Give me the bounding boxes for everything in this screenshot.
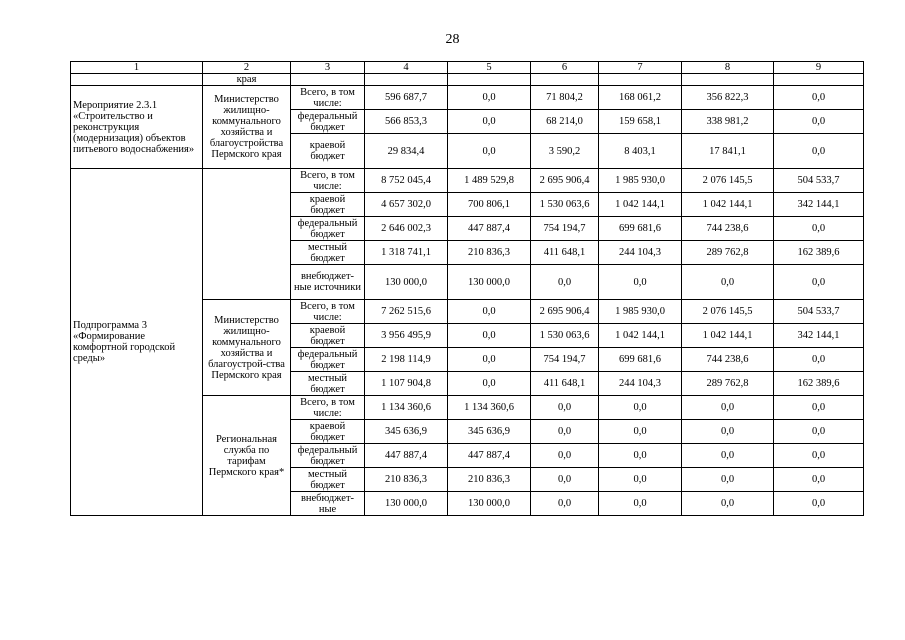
amount-cell: 4 657 302,0 bbox=[365, 193, 448, 217]
amount-cell: 168 061,2 bbox=[599, 86, 682, 110]
amount-cell: 0,0 bbox=[774, 420, 864, 444]
amount-cell: 244 104,3 bbox=[599, 241, 682, 265]
amount-cell: 0,0 bbox=[774, 348, 864, 372]
column-header: 3 bbox=[291, 62, 365, 74]
amount-cell: 1 042 144,1 bbox=[599, 193, 682, 217]
amount-cell: 0,0 bbox=[682, 420, 774, 444]
amount-cell: 162 389,6 bbox=[774, 372, 864, 396]
amount-cell: 447 887,4 bbox=[448, 444, 531, 468]
amount-cell: 0,0 bbox=[448, 300, 531, 324]
amount-cell: 345 636,9 bbox=[448, 420, 531, 444]
amount-cell: 0,0 bbox=[774, 134, 864, 169]
amount-cell: 0,0 bbox=[682, 468, 774, 492]
amount-cell: 0,0 bbox=[682, 265, 774, 300]
empty-cell bbox=[531, 74, 599, 86]
amount-cell: 0,0 bbox=[448, 110, 531, 134]
responsible-executor bbox=[203, 169, 291, 300]
table-row bbox=[71, 169, 864, 193]
funding-source: внебюджет-ные bbox=[291, 492, 365, 516]
amount-cell: 411 648,1 bbox=[531, 372, 599, 396]
amount-cell: 1 985 930,0 bbox=[599, 169, 682, 193]
amount-cell: 0,0 bbox=[599, 444, 682, 468]
amount-cell: 2 076 145,5 bbox=[682, 300, 774, 324]
amount-cell: 289 762,8 bbox=[682, 241, 774, 265]
amount-cell: 7 262 515,6 bbox=[365, 300, 448, 324]
amount-cell: 210 836,3 bbox=[365, 468, 448, 492]
amount-cell: 1 530 063,6 bbox=[531, 193, 599, 217]
amount-cell: 342 144,1 bbox=[774, 193, 864, 217]
amount-cell: 356 822,3 bbox=[682, 86, 774, 110]
amount-cell: 130 000,0 bbox=[448, 265, 531, 300]
funding-source: федеральный бюджет bbox=[291, 110, 365, 134]
column-header: 7 bbox=[599, 62, 682, 74]
amount-cell: 68 214,0 bbox=[531, 110, 599, 134]
amount-cell: 0,0 bbox=[599, 420, 682, 444]
amount-cell: 2 695 906,4 bbox=[531, 300, 599, 324]
responsible-executor: Министерство жилищно-коммунального хозяйства и благоустройства Пермского края bbox=[203, 86, 291, 169]
amount-cell: 1 134 360,6 bbox=[448, 396, 531, 420]
empty-cell bbox=[291, 74, 365, 86]
header-row bbox=[71, 62, 864, 74]
carry-over-row bbox=[71, 74, 864, 86]
amount-cell: 744 238,6 bbox=[682, 217, 774, 241]
funding-source: краевой бюджет bbox=[291, 420, 365, 444]
amount-cell: 0,0 bbox=[774, 468, 864, 492]
amount-cell: 130 000,0 bbox=[365, 492, 448, 516]
amount-cell: 504 533,7 bbox=[774, 169, 864, 193]
amount-cell: 0,0 bbox=[774, 217, 864, 241]
amount-cell: 3 590,2 bbox=[531, 134, 599, 169]
column-header: 8 bbox=[682, 62, 774, 74]
column-header: 5 bbox=[448, 62, 531, 74]
amount-cell: 0,0 bbox=[774, 492, 864, 516]
amount-cell: 0,0 bbox=[599, 265, 682, 300]
amount-cell: 162 389,6 bbox=[774, 241, 864, 265]
funding-source: федеральный бюджет bbox=[291, 348, 365, 372]
funding-source: краевой бюджет bbox=[291, 324, 365, 348]
amount-cell: 0,0 bbox=[774, 396, 864, 420]
amount-cell: 2 076 145,5 bbox=[682, 169, 774, 193]
column-header: 4 bbox=[365, 62, 448, 74]
amount-cell: 0,0 bbox=[448, 86, 531, 110]
amount-cell: 8 403,1 bbox=[599, 134, 682, 169]
amount-cell: 0,0 bbox=[774, 444, 864, 468]
amount-cell: 1 042 144,1 bbox=[682, 193, 774, 217]
column-header: 1 bbox=[71, 62, 203, 74]
amount-cell: 744 238,6 bbox=[682, 348, 774, 372]
amount-cell: 0,0 bbox=[774, 110, 864, 134]
amount-cell: 159 658,1 bbox=[599, 110, 682, 134]
amount-cell: 0,0 bbox=[531, 265, 599, 300]
amount-cell: 2 198 114,9 bbox=[365, 348, 448, 372]
amount-cell: 342 144,1 bbox=[774, 324, 864, 348]
amount-cell: 0,0 bbox=[531, 468, 599, 492]
amount-cell: 0,0 bbox=[599, 396, 682, 420]
amount-cell: 1 134 360,6 bbox=[365, 396, 448, 420]
amount-cell: 130 000,0 bbox=[448, 492, 531, 516]
funding-source: внебюджет-ные источники bbox=[291, 265, 365, 300]
amount-cell: 504 533,7 bbox=[774, 300, 864, 324]
amount-cell: 0,0 bbox=[448, 348, 531, 372]
amount-cell: 447 887,4 bbox=[448, 217, 531, 241]
empty-cell bbox=[774, 74, 864, 86]
amount-cell: 3 956 495,9 bbox=[365, 324, 448, 348]
budget-table bbox=[70, 61, 864, 516]
empty-cell bbox=[599, 74, 682, 86]
amount-cell: 699 681,6 bbox=[599, 348, 682, 372]
empty-cell bbox=[448, 74, 531, 86]
carry-over-text: края bbox=[203, 74, 291, 86]
amount-cell: 0,0 bbox=[682, 492, 774, 516]
table-row bbox=[71, 86, 864, 110]
funding-source: федеральный бюджет bbox=[291, 217, 365, 241]
amount-cell: 596 687,7 bbox=[365, 86, 448, 110]
responsible-executor: Региональная служба по тарифам Пермского края* bbox=[203, 396, 291, 516]
amount-cell: 0,0 bbox=[531, 492, 599, 516]
funding-source: местный бюджет bbox=[291, 468, 365, 492]
amount-cell: 29 834,4 bbox=[365, 134, 448, 169]
empty-cell bbox=[71, 74, 203, 86]
amount-cell: 1 042 144,1 bbox=[682, 324, 774, 348]
amount-cell: 699 681,6 bbox=[599, 217, 682, 241]
responsible-executor: Министерство жилищно-коммунального хозяйства и благоустрой-ства Пермского края bbox=[203, 300, 291, 396]
amount-cell: 754 194,7 bbox=[531, 348, 599, 372]
column-header: 6 bbox=[531, 62, 599, 74]
amount-cell: 0,0 bbox=[774, 86, 864, 110]
amount-cell: 1 985 930,0 bbox=[599, 300, 682, 324]
amount-cell: 566 853,3 bbox=[365, 110, 448, 134]
amount-cell: 1 042 144,1 bbox=[599, 324, 682, 348]
funding-source: местный бюджет bbox=[291, 372, 365, 396]
amount-cell: 0,0 bbox=[599, 492, 682, 516]
empty-cell bbox=[682, 74, 774, 86]
amount-cell: 1 107 904,8 bbox=[365, 372, 448, 396]
amount-cell: 2 646 002,3 bbox=[365, 217, 448, 241]
amount-cell: 700 806,1 bbox=[448, 193, 531, 217]
amount-cell: 210 836,3 bbox=[448, 241, 531, 265]
funding-source: местный бюджет bbox=[291, 241, 365, 265]
amount-cell: 0,0 bbox=[448, 324, 531, 348]
amount-cell: 338 981,2 bbox=[682, 110, 774, 134]
amount-cell: 0,0 bbox=[531, 420, 599, 444]
funding-source: федеральный бюджет bbox=[291, 444, 365, 468]
amount-cell: 411 648,1 bbox=[531, 241, 599, 265]
page-number: 28 bbox=[445, 32, 460, 47]
funding-source: Всего, в том числе: bbox=[291, 169, 365, 193]
program-name: Подпрограмма 3 «Формирование комфортной городской среды» bbox=[71, 169, 203, 516]
amount-cell: 1 530 063,6 bbox=[531, 324, 599, 348]
amount-cell: 210 836,3 bbox=[448, 468, 531, 492]
amount-cell: 0,0 bbox=[774, 265, 864, 300]
amount-cell: 0,0 bbox=[531, 444, 599, 468]
amount-cell: 345 636,9 bbox=[365, 420, 448, 444]
funding-source: Всего, в том числе: bbox=[291, 300, 365, 324]
amount-cell: 8 752 045,4 bbox=[365, 169, 448, 193]
funding-source: Всего, в том числе: bbox=[291, 86, 365, 110]
amount-cell: 0,0 bbox=[599, 468, 682, 492]
amount-cell: 0,0 bbox=[682, 396, 774, 420]
amount-cell: 0,0 bbox=[682, 444, 774, 468]
empty-cell bbox=[365, 74, 448, 86]
amount-cell: 289 762,8 bbox=[682, 372, 774, 396]
amount-cell: 0,0 bbox=[531, 396, 599, 420]
amount-cell: 1 489 529,8 bbox=[448, 169, 531, 193]
amount-cell: 130 000,0 bbox=[365, 265, 448, 300]
amount-cell: 0,0 bbox=[448, 134, 531, 169]
amount-cell: 17 841,1 bbox=[682, 134, 774, 169]
amount-cell: 71 804,2 bbox=[531, 86, 599, 110]
funding-source: краевой бюджет bbox=[291, 193, 365, 217]
amount-cell: 754 194,7 bbox=[531, 217, 599, 241]
funding-source: краевой бюджет bbox=[291, 134, 365, 169]
amount-cell: 244 104,3 bbox=[599, 372, 682, 396]
amount-cell: 0,0 bbox=[448, 372, 531, 396]
column-header: 9 bbox=[774, 62, 864, 74]
amount-cell: 447 887,4 bbox=[365, 444, 448, 468]
program-name: Мероприятие 2.3.1 «Строительство и реконструкция (модернизация) объектов питьевого водоснабжения» bbox=[71, 86, 203, 169]
column-header: 2 bbox=[203, 62, 291, 74]
amount-cell: 2 695 906,4 bbox=[531, 169, 599, 193]
amount-cell: 1 318 741,1 bbox=[365, 241, 448, 265]
funding-source: Всего, в том числе: bbox=[291, 396, 365, 420]
